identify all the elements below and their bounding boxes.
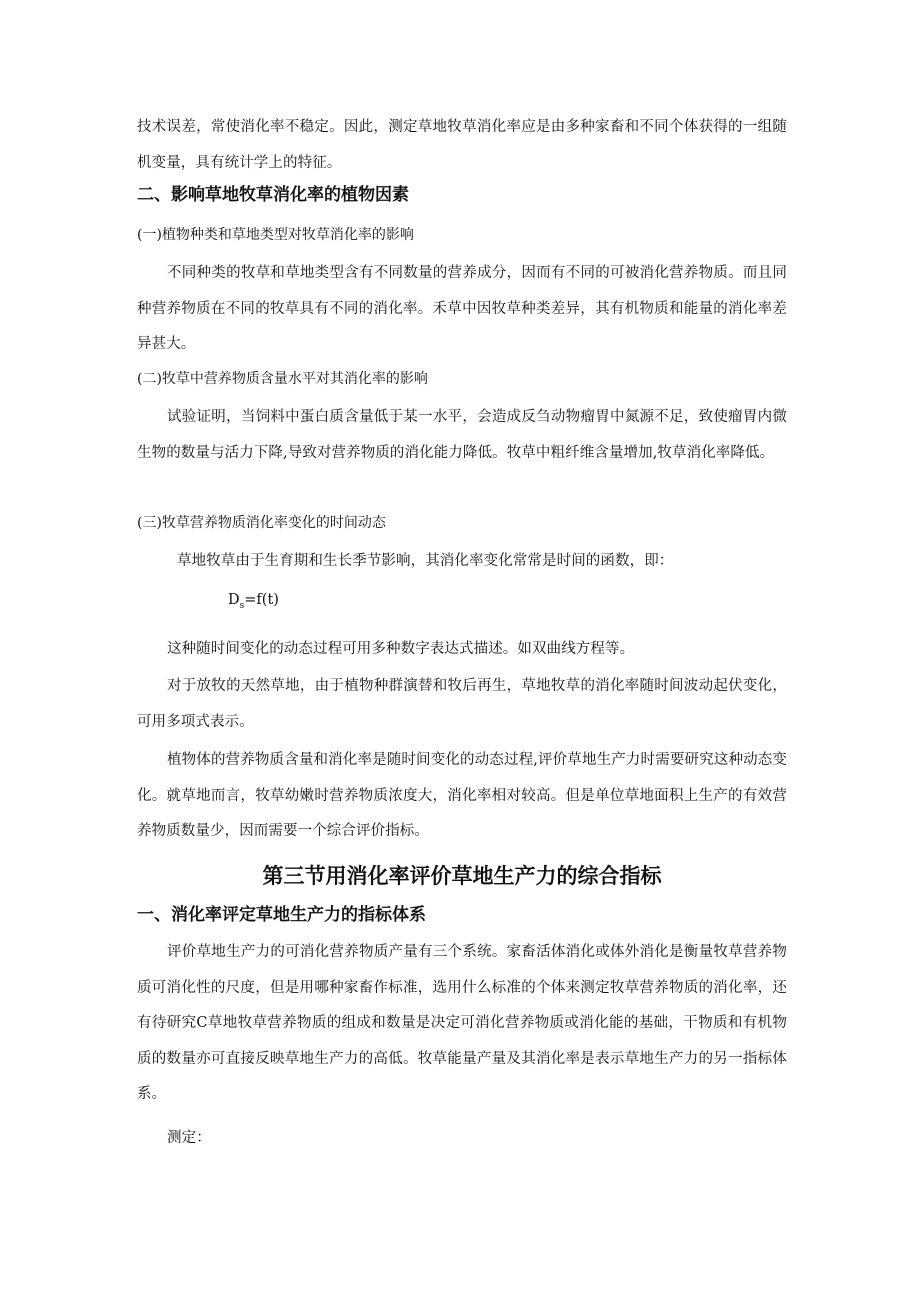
sub2-heading: (二)牧草中营养物质含量水平对其消化率的影响: [137, 371, 428, 387]
para-dynamic: 这种随时间变化的动态过程可用多种数字表达式描述。如双曲线方程等。: [167, 641, 635, 657]
para-measure: 测定：: [167, 1130, 211, 1146]
formula-base: D: [228, 592, 240, 608]
para-natural: 对于放牧的天然草地，由于植物种群演替和牧后再生，草地牧草的消化率随时间波动起伏变化，可用多项式表示。: [137, 678, 787, 730]
para-plant: 植物体的营养物质含量和消化率是随时间变化的动态过程,评价草地生产力时需要研究这种动态变化。就草地而言，牧草幼嫩时营养物质浓度大，消化率相对较高。但是单位草地面积上生产的有效营养物质数量少，因而需要一个综合评价指标。: [137, 752, 787, 839]
formula: [228, 592, 279, 611]
sub3-heading: (三)牧草营养物质消化率变化的时间动态: [137, 515, 386, 531]
sub2-paragraph: 试验证明，当饲料中蛋白质含量低于某一水平，会造成反刍动物瘤胃中氮源不足，致使瘤胃内微生物的数量与活力下降,导致对营养物质的消化能力降低。牧草中粗纤维含量增加,牧草消化率降低。: [137, 409, 787, 461]
formula-subscript: s: [239, 600, 245, 611]
sub1-paragraph: 不同种类的牧草和草地类型含有不同数量的营养成分，因而有不同的可被消化营养物质。而且同种营养物质在不同的牧草具有不同的消化率。禾草中因牧草种类差异，其有机物质和能量的消化率差异甚大。: [137, 265, 787, 352]
section2-heading: 二、影响草地牧草消化率的植物因素: [137, 185, 409, 205]
sub1-heading: (一)植物种类和草地类型对牧草消化率的影响: [137, 227, 414, 243]
section1-heading: 一、消化率评定草地生产力的指标体系: [137, 905, 426, 925]
para-eval: 评价草地生产力的可消化营养物质产量有三个系统。家畜活体消化或体外消化是衡量牧草营养物质可消化性的尺度，但是用哪种家畜作标准，选用什么标准的个体来测定牧草营养物质的消化率，还有待研究C草地牧草营养物质的组成和数量是决定可消化营养物质或消化能的基础，干物质和有机物质的数量亦可直接反映草地生产力的高低。牧草能量产量及其消化率是表示草地生产力的另一指标体系。: [137, 944, 787, 1102]
formula-rest: =f(t): [244, 592, 279, 608]
sub3-paragraph: 草地牧草由于生育期和生长季节影响，其消化率变化常常是时间的函数，即：: [177, 553, 674, 569]
section3-title: 第三节用消化率评价草地生产力的综合指标: [262, 864, 662, 888]
para-intro: 技术误差，常使消化率不稳定。因此，测定草地牧草消化率应是由多种家畜和不同个体获得的一组随机变量，具有统计学上的特征。: [137, 119, 787, 171]
